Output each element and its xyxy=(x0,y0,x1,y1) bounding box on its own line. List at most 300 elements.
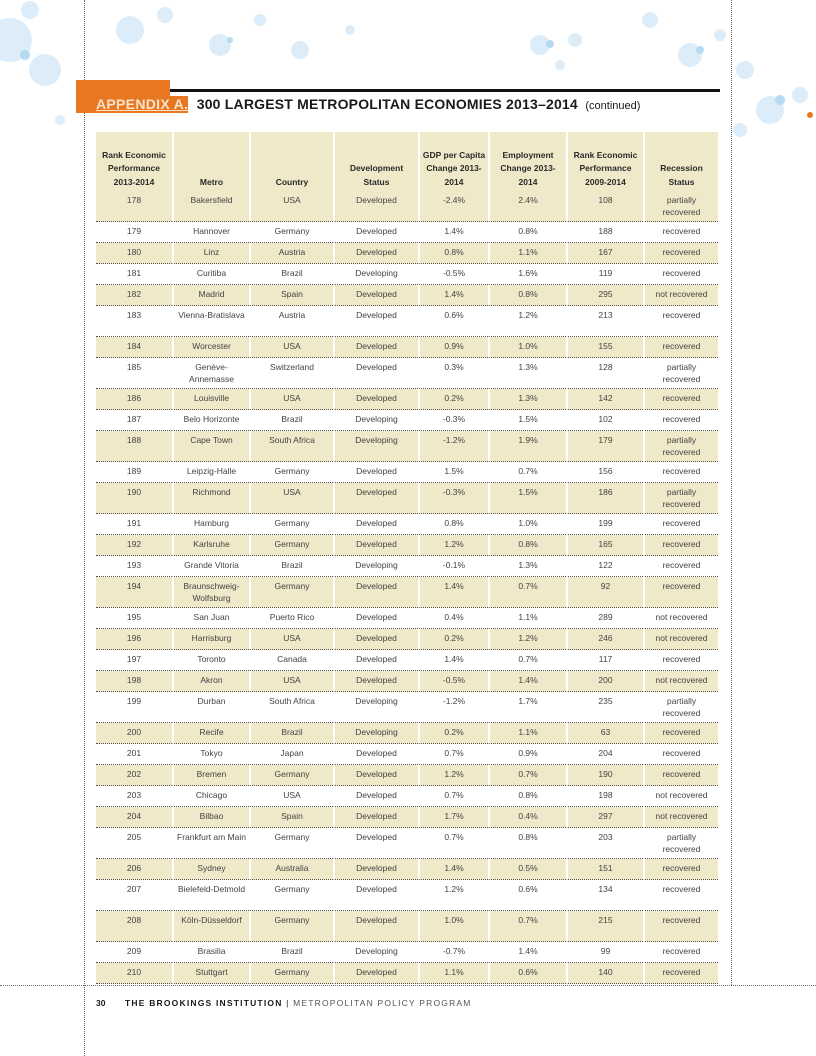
footer-separator: | xyxy=(286,998,290,1008)
table-cell: 188 xyxy=(96,431,172,462)
column-header: Recession Status xyxy=(643,132,718,191)
table-cell: Germany xyxy=(249,462,333,483)
table-cell: partially recovered xyxy=(643,483,718,514)
table-row xyxy=(96,264,718,285)
table-cell: 198 xyxy=(566,786,643,807)
table-cell: Frankfurt am Main xyxy=(172,828,249,859)
metro-economies-table xyxy=(96,132,718,984)
table-cell: 187 xyxy=(96,410,172,431)
table-cell: 0.5% xyxy=(488,859,566,880)
table-cell: USA xyxy=(249,629,333,650)
table-cell: 134 xyxy=(566,880,643,911)
table-cell: 128 xyxy=(566,358,643,389)
table-row xyxy=(96,285,718,306)
table-cell: 155 xyxy=(566,337,643,358)
table-cell: recovered xyxy=(643,462,718,483)
table-cell: 297 xyxy=(566,807,643,828)
table-cell: -1.2% xyxy=(418,692,488,723)
table-cell: 0.6% xyxy=(488,963,566,984)
table-row xyxy=(96,462,718,483)
table-cell: 1.6% xyxy=(488,264,566,285)
table-cell: 0.8% xyxy=(488,535,566,556)
table-cell: Curitiba xyxy=(172,264,249,285)
table-cell: 1.2% xyxy=(418,880,488,911)
table-cell: recovered xyxy=(643,859,718,880)
table-cell: 0.8% xyxy=(488,285,566,306)
table-cell: 63 xyxy=(566,723,643,744)
table-cell: 0.2% xyxy=(418,723,488,744)
table-cell: Developed xyxy=(333,765,418,786)
table-cell: 165 xyxy=(566,535,643,556)
table-cell: 246 xyxy=(566,629,643,650)
table-cell: recovered xyxy=(643,264,718,285)
table-cell: Developing xyxy=(333,942,418,963)
column-header: Development Status xyxy=(333,132,418,191)
table-cell: Germany xyxy=(249,880,333,911)
table-cell: Harrisburg xyxy=(172,629,249,650)
table-row xyxy=(96,431,718,462)
table-cell: 108 xyxy=(566,191,643,222)
table-cell: Developed xyxy=(333,243,418,264)
table-cell: 0.9% xyxy=(418,337,488,358)
table-cell: 1.5% xyxy=(488,483,566,514)
table-cell: -0.3% xyxy=(418,410,488,431)
table-cell: Sydney xyxy=(172,859,249,880)
table-cell: Tokyo xyxy=(172,744,249,765)
table-cell: 142 xyxy=(566,389,643,410)
column-header: Employment Change 2013-2014 xyxy=(488,132,566,191)
table-cell: Louisville xyxy=(172,389,249,410)
table-cell: not recovered xyxy=(643,285,718,306)
table-cell: 0.8% xyxy=(488,828,566,859)
table-cell: Developed xyxy=(333,807,418,828)
table-cell: 1.4% xyxy=(418,577,488,608)
guide-line-right xyxy=(731,0,732,985)
table-cell: 205 xyxy=(96,828,172,859)
table-cell: 1.7% xyxy=(418,807,488,828)
table-cell: Puerto Rico xyxy=(249,608,333,629)
table-cell: Durban xyxy=(172,692,249,723)
table-cell: 235 xyxy=(566,692,643,723)
table-cell: 1.3% xyxy=(488,556,566,577)
table-cell: not recovered xyxy=(643,671,718,692)
table-cell: Canada xyxy=(249,650,333,671)
table-cell: 203 xyxy=(566,828,643,859)
table-cell: Developed xyxy=(333,786,418,807)
continued-label: (continued) xyxy=(585,100,641,112)
table-cell: Developing xyxy=(333,410,418,431)
table-row xyxy=(96,577,718,608)
table-cell: Brazil xyxy=(249,264,333,285)
table-row xyxy=(96,744,718,765)
table-cell: Developing xyxy=(333,556,418,577)
table-cell: Developed xyxy=(333,514,418,535)
table-cell: recovered xyxy=(643,942,718,963)
guide-line-bottom xyxy=(0,985,816,986)
table-cell: Madrid xyxy=(172,285,249,306)
table-cell: Developing xyxy=(333,723,418,744)
table-cell: 99 xyxy=(566,942,643,963)
table-cell: 194 xyxy=(96,577,172,608)
table-cell: 204 xyxy=(96,807,172,828)
table-cell: 199 xyxy=(96,692,172,723)
table-body xyxy=(96,191,718,984)
table-cell: Brazil xyxy=(249,942,333,963)
table-row xyxy=(96,243,718,264)
table-cell: Australia xyxy=(249,859,333,880)
table-cell: Leipzig-Halle xyxy=(172,462,249,483)
table-cell: 0.3% xyxy=(418,358,488,389)
table-cell: 190 xyxy=(566,765,643,786)
table-cell: 295 xyxy=(566,285,643,306)
table-cell: 122 xyxy=(566,556,643,577)
table-cell: 1.4% xyxy=(488,671,566,692)
table-cell: 1.2% xyxy=(488,306,566,337)
table-cell: South Africa xyxy=(249,431,333,462)
table-cell: USA xyxy=(249,483,333,514)
table-cell: 156 xyxy=(566,462,643,483)
table-row xyxy=(96,222,718,243)
table-cell: 1.4% xyxy=(418,222,488,243)
decorative-bubbles xyxy=(0,0,816,140)
table-cell: Hannover xyxy=(172,222,249,243)
table-cell: Developed xyxy=(333,462,418,483)
table-cell: San Juan xyxy=(172,608,249,629)
table-cell: 1.1% xyxy=(488,723,566,744)
table-cell: 180 xyxy=(96,243,172,264)
table-cell: recovered xyxy=(643,535,718,556)
table-cell: partially recovered xyxy=(643,431,718,462)
table-cell: Vienna-Bratislava xyxy=(172,306,249,337)
table-cell: 119 xyxy=(566,264,643,285)
appendix-label: APPENDIX A. xyxy=(96,96,189,112)
table-cell: 0.8% xyxy=(418,243,488,264)
table-cell: recovered xyxy=(643,911,718,942)
table-row xyxy=(96,608,718,629)
table-cell: -1.2% xyxy=(418,431,488,462)
table-cell: 1.4% xyxy=(418,859,488,880)
table-cell: 206 xyxy=(96,859,172,880)
table-cell: 193 xyxy=(96,556,172,577)
table-cell: 0.7% xyxy=(488,462,566,483)
table-cell: 198 xyxy=(96,671,172,692)
table-row xyxy=(96,337,718,358)
table-cell: 289 xyxy=(566,608,643,629)
table-cell: Grande Vitoria xyxy=(172,556,249,577)
table-row xyxy=(96,807,718,828)
table-cell: Developed xyxy=(333,577,418,608)
table-cell: Germany xyxy=(249,765,333,786)
table-cell: 1.3% xyxy=(488,389,566,410)
table-cell: 92 xyxy=(566,577,643,608)
table-cell: 151 xyxy=(566,859,643,880)
table-cell: 191 xyxy=(96,514,172,535)
table-cell: Brazil xyxy=(249,556,333,577)
table-cell: 200 xyxy=(96,723,172,744)
table-cell: Germany xyxy=(249,911,333,942)
table-cell: Developed xyxy=(333,191,418,222)
table-row xyxy=(96,389,718,410)
table-cell: 0.7% xyxy=(488,765,566,786)
table-cell: recovered xyxy=(643,765,718,786)
column-header: Country xyxy=(249,132,333,191)
page-number: 30 xyxy=(96,998,106,1008)
table-cell: 202 xyxy=(96,765,172,786)
table-cell: Akron xyxy=(172,671,249,692)
column-header: Metro xyxy=(172,132,249,191)
table-cell: Toronto xyxy=(172,650,249,671)
table-cell: 1.1% xyxy=(488,243,566,264)
table-cell: Stuttgart xyxy=(172,963,249,984)
table-cell: Richmond xyxy=(172,483,249,514)
table-cell: Karlsruhe xyxy=(172,535,249,556)
table-cell: recovered xyxy=(643,963,718,984)
table-cell: 0.2% xyxy=(418,629,488,650)
table-cell: Hamburg xyxy=(172,514,249,535)
institution-name: THE BROOKINGS INSTITUTION xyxy=(125,998,283,1008)
table-cell: Japan xyxy=(249,744,333,765)
table-cell: 0.6% xyxy=(488,880,566,911)
table-cell: USA xyxy=(249,191,333,222)
table-cell: Developed xyxy=(333,483,418,514)
table-cell: Bremen xyxy=(172,765,249,786)
table-row xyxy=(96,963,718,984)
table-cell: recovered xyxy=(643,650,718,671)
table-cell: 181 xyxy=(96,264,172,285)
table-cell: recovered xyxy=(643,723,718,744)
table-cell: 1.5% xyxy=(418,462,488,483)
table-cell: 117 xyxy=(566,650,643,671)
table-cell: 102 xyxy=(566,410,643,431)
table-row xyxy=(96,671,718,692)
table-row xyxy=(96,306,718,337)
table-row xyxy=(96,859,718,880)
table-cell: 179 xyxy=(96,222,172,243)
table-cell: 2.4% xyxy=(488,191,566,222)
table-row xyxy=(96,556,718,577)
table-cell: Cape Town xyxy=(172,431,249,462)
table-row xyxy=(96,765,718,786)
table-cell: Germany xyxy=(249,535,333,556)
table-cell: 1.0% xyxy=(418,911,488,942)
table-cell: 1.4% xyxy=(418,285,488,306)
table-cell: Spain xyxy=(249,285,333,306)
table-cell: 200 xyxy=(566,671,643,692)
table-cell: 0.7% xyxy=(418,744,488,765)
table-cell: recovered xyxy=(643,514,718,535)
table-cell: -0.7% xyxy=(418,942,488,963)
table-cell: not recovered xyxy=(643,786,718,807)
table-cell: 1.2% xyxy=(488,629,566,650)
header-rule xyxy=(170,89,720,92)
table-cell: recovered xyxy=(643,243,718,264)
table-row xyxy=(96,911,718,942)
table-cell: Spain xyxy=(249,807,333,828)
table-cell: Developed xyxy=(333,608,418,629)
table-cell: 213 xyxy=(566,306,643,337)
table-cell: 0.4% xyxy=(488,807,566,828)
table-cell: USA xyxy=(249,337,333,358)
table-cell: South Africa xyxy=(249,692,333,723)
page-title xyxy=(96,96,640,114)
table-cell: USA xyxy=(249,671,333,692)
table-cell: partially recovered xyxy=(643,692,718,723)
table-cell: 1.4% xyxy=(418,650,488,671)
table-row xyxy=(96,692,718,723)
table-cell: 0.7% xyxy=(488,911,566,942)
table-cell: Developed xyxy=(333,337,418,358)
table-cell: Developing xyxy=(333,692,418,723)
table-cell: 184 xyxy=(96,337,172,358)
table-cell: not recovered xyxy=(643,807,718,828)
table-cell: Developed xyxy=(333,306,418,337)
table-cell: Developed xyxy=(333,963,418,984)
table-cell: 209 xyxy=(96,942,172,963)
table-cell: Developed xyxy=(333,671,418,692)
table-cell: -2.4% xyxy=(418,191,488,222)
table-cell: 189 xyxy=(96,462,172,483)
table-cell: Brasilia xyxy=(172,942,249,963)
table-cell: -0.5% xyxy=(418,264,488,285)
table-cell: 196 xyxy=(96,629,172,650)
table-cell: 1.4% xyxy=(488,942,566,963)
table-cell: Bilbao xyxy=(172,807,249,828)
guide-line-left xyxy=(84,0,85,1056)
column-header: GDP per Capita Change 2013-2014 xyxy=(418,132,488,191)
table-cell: 210 xyxy=(96,963,172,984)
table-cell: 186 xyxy=(566,483,643,514)
table-cell: 182 xyxy=(96,285,172,306)
table-cell: recovered xyxy=(643,337,718,358)
table-cell: recovered xyxy=(643,880,718,911)
table-cell: Developed xyxy=(333,358,418,389)
table-cell: Brazil xyxy=(249,410,333,431)
table-cell: Developing xyxy=(333,431,418,462)
table-cell: Recife xyxy=(172,723,249,744)
table-cell: partially recovered xyxy=(643,828,718,859)
table-cell: 1.2% xyxy=(418,765,488,786)
table-cell: Developed xyxy=(333,629,418,650)
table-cell: Germany xyxy=(249,828,333,859)
table-cell: 197 xyxy=(96,650,172,671)
table-cell: Linz xyxy=(172,243,249,264)
column-header: Rank Economic Performance 2013-2014 xyxy=(96,132,172,191)
table-cell: Germany xyxy=(249,577,333,608)
table-cell: 1.7% xyxy=(488,692,566,723)
table-cell: 203 xyxy=(96,786,172,807)
table-row xyxy=(96,786,718,807)
table-cell: Köln-Düsseldorf xyxy=(172,911,249,942)
table-cell: Worcester xyxy=(172,337,249,358)
table-cell: 1.0% xyxy=(488,514,566,535)
table-cell: 0.4% xyxy=(418,608,488,629)
table-cell: recovered xyxy=(643,389,718,410)
table-cell: not recovered xyxy=(643,629,718,650)
table-row xyxy=(96,191,718,222)
table-cell: 190 xyxy=(96,483,172,514)
table-cell: not recovered xyxy=(643,608,718,629)
table-cell: recovered xyxy=(643,577,718,608)
table-cell: 186 xyxy=(96,389,172,410)
table-cell: recovered xyxy=(643,222,718,243)
table-cell: -0.1% xyxy=(418,556,488,577)
table-cell: 215 xyxy=(566,911,643,942)
table-header-row xyxy=(96,132,718,191)
table-cell: Developed xyxy=(333,535,418,556)
table-row xyxy=(96,723,718,744)
table-row xyxy=(96,535,718,556)
table-cell: recovered xyxy=(643,556,718,577)
program-name: METROPOLITAN POLICY PROGRAM xyxy=(293,998,472,1008)
table-cell: 1.1% xyxy=(418,963,488,984)
table-cell: 188 xyxy=(566,222,643,243)
column-header: Rank Economic Performance 2009-2014 xyxy=(566,132,643,191)
table-cell: Developed xyxy=(333,744,418,765)
table-cell: Bakersfield xyxy=(172,191,249,222)
table-cell: 204 xyxy=(566,744,643,765)
table-cell: Germany xyxy=(249,514,333,535)
table-cell: USA xyxy=(249,389,333,410)
table-cell: 178 xyxy=(96,191,172,222)
table-row xyxy=(96,650,718,671)
table-cell: 199 xyxy=(566,514,643,535)
table-cell: 1.0% xyxy=(488,337,566,358)
table-cell: 185 xyxy=(96,358,172,389)
table-cell: Developed xyxy=(333,285,418,306)
table-cell: 140 xyxy=(566,963,643,984)
table-row xyxy=(96,358,718,389)
table-cell: 0.9% xyxy=(488,744,566,765)
table-cell: Germany xyxy=(249,963,333,984)
table-cell: Austria xyxy=(249,306,333,337)
table-cell: Bielefeld-Detmold xyxy=(172,880,249,911)
table-cell: Developed xyxy=(333,859,418,880)
table-cell: 1.2% xyxy=(418,535,488,556)
table-cell: recovered xyxy=(643,306,718,337)
table-cell: Developed xyxy=(333,389,418,410)
table-cell: Belo Horizonte xyxy=(172,410,249,431)
table-row xyxy=(96,483,718,514)
table-cell: 207 xyxy=(96,880,172,911)
table-cell: Developed xyxy=(333,911,418,942)
table-cell: Germany xyxy=(249,222,333,243)
table-cell: 1.3% xyxy=(488,358,566,389)
table-cell: 0.8% xyxy=(488,222,566,243)
table-cell: 183 xyxy=(96,306,172,337)
table-cell: Developed xyxy=(333,828,418,859)
table-title: 300 LARGEST METROPOLITAN ECONOMIES 2013–2014 xyxy=(196,96,578,112)
table-cell: 208 xyxy=(96,911,172,942)
table-cell: partially recovered xyxy=(643,191,718,222)
table-cell: 0.6% xyxy=(418,306,488,337)
table-cell: 1.5% xyxy=(488,410,566,431)
table-cell: Developed xyxy=(333,222,418,243)
table-row xyxy=(96,942,718,963)
table-cell: 0.2% xyxy=(418,389,488,410)
table-cell: Braunschweig-Wolfsburg xyxy=(172,577,249,608)
table-cell: 179 xyxy=(566,431,643,462)
table-cell: -0.3% xyxy=(418,483,488,514)
table-cell: 0.7% xyxy=(488,650,566,671)
table-cell: -0.5% xyxy=(418,671,488,692)
table-row xyxy=(96,410,718,431)
table-cell: USA xyxy=(249,786,333,807)
table-cell: Developed xyxy=(333,880,418,911)
table-cell: Switzerland xyxy=(249,358,333,389)
table-cell: 0.7% xyxy=(418,786,488,807)
table-cell: 0.7% xyxy=(488,577,566,608)
table-cell: Chicago xyxy=(172,786,249,807)
